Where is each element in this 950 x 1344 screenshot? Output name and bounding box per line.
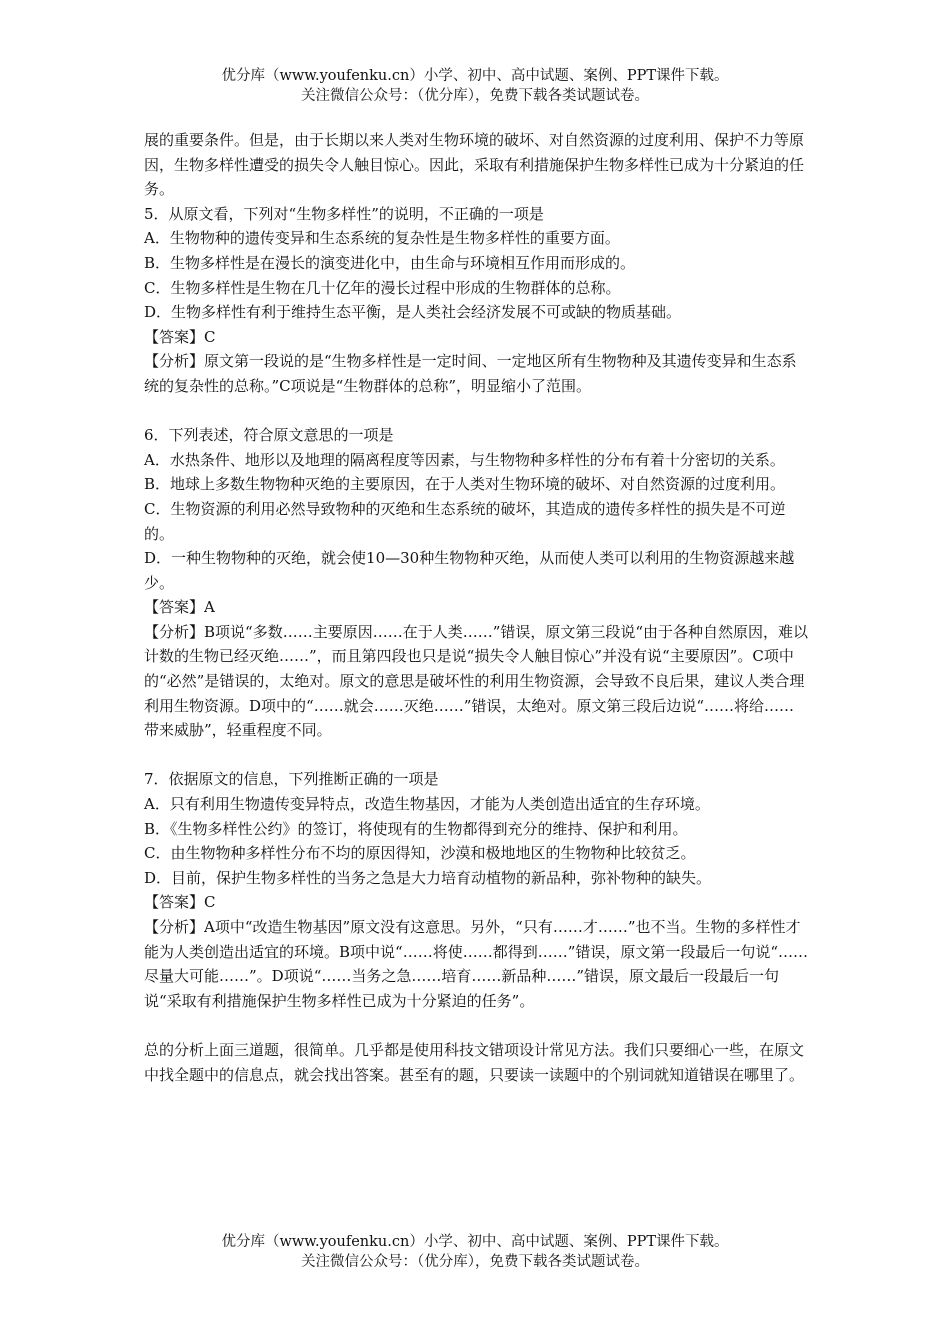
question-5 [144,202,809,399]
page-header [0,66,950,106]
spacer [144,743,809,768]
intro-paragraph: 展的重要条件。但是，由于长期以来人类对生物环境的破坏、对自然资源的过度利用、保护不力等原因，生物多样性遭受的损失令人触目惊心。因此，采取有利措施保护生物多样性已成为十分紧迫的任务。 [144,131,805,199]
footer-line-1: 优分库（www.youfenku.cn）小学、初中、高中试题、案例、PPT课件下载。 [221,1234,729,1250]
option-d: D．目前，保护生物多样性的当务之急是大力培育动植物的新品种，弥补物种的缺失。 [144,868,712,887]
spacer [144,1013,809,1038]
option-c: C．生物资源的利用必然导致物种的灭绝和生态系统的破坏，其造成的遗传多样性的损失是不可逆的。 [144,499,786,543]
spacer [144,399,809,424]
analysis: 【分析】A项中“改造生物基因”原文没有这意思。另外，“只有……才……”也不当。生物的多样性才能为人类创造出适宜的环境。B项中说“……将使……都得到……”错误，原文第一段最后一句说“……尽量大可能……”。D项说“……当务之急……培育……新品种……”错误，原文最后一段最后一句说“采取有利措施保护生物多样性已成为十分紧迫的任务”。 [144,918,809,1010]
question-stem: 5．从原文看，下列对“生物多样性”的说明，不正确的一项是 [144,204,544,223]
header-line-1: 优分库（www.youfenku.cn）小学、初中、高中试题、案例、PPT课件下载。 [221,68,729,84]
question-7 [144,767,809,1013]
option-b: B．《生物多样性公约》的签订，将使现有的生物都得到充分的维持、保护和利用。 [144,819,688,838]
answer: 【答案】C [144,893,216,912]
question-stem: 6．下列表述，符合原文意思的一项是 [144,426,394,445]
question-stem: 7．依据原文的信息，下列推断正确的一项是 [144,770,439,789]
option-b: B．生物多样性是在漫长的演变进化中，由生命与环境相互作用而形成的。 [144,253,636,272]
option-a: A．水热条件、地形以及地理的隔离程度等因素，与生物物种多样性的分布有着十分密切的关系。 [144,450,785,469]
question-6 [144,423,809,743]
option-c: C．由生物物种多样性分布不均的原因得知，沙漠和极地地区的生物物种比较贫乏。 [144,844,696,863]
option-d: D．生物多样性有利于维持生态平衡，是人类社会经济发展不可或缺的物质基础。 [144,303,682,322]
answer: 【答案】C [144,327,216,346]
option-c: C．生物多样性是生物在几十亿年的漫长过程中形成的生物群体的总称。 [144,278,621,297]
option-d: D．一种生物物种的灭绝，就会使10—30种生物物种灭绝，从而使人类可以利用的生物资源越来越少。 [144,549,795,592]
document-body [144,128,809,1087]
summary-paragraph: 总的分析上面三道题，很简单。几乎都是使用科技文错项设计常见方法。我们只要细心一些，在原文中找全题中的信息点，就会找出答案。甚至有的题，只要读一读题中的个别词就知道错误在哪里了。 [144,1040,805,1084]
analysis: 【分析】B项说“多数……主要原因……在于人类……”错误，原文第三段说“由于各种自然原因，难以计数的生物已经灭绝……”，而且第四段也只是说“损失令人触目惊心”并没有说“主要原因”。C项中的“必然”是错误的，太绝对。原文的意思是破坏性的利用生物资源，会导致不良后果，建议人类合理利用生物资源。D项中的“……就会……灭绝……”错误，太绝对。原文第三段后边说“……将给……带来威胁”，轻重程度不同。 [144,622,809,740]
page-footer [0,1232,950,1272]
option-a: A．生物物种的遗传变异和生态系统的复杂性是生物多样性的重要方面。 [144,229,620,248]
answer: 【答案】A [144,598,215,617]
analysis: 【分析】原文第一段说的是“生物多样性是一定时间、一定地区所有生物物种及其遗传变异和生态系统的复杂性的总称。”C项说是“生物群体的总称”，明显缩小了范围。 [144,352,797,395]
header-line-2: 关注微信公众号：（优分库），免费下载各类试题试卷。 [301,88,649,104]
footer-line-2: 关注微信公众号：（优分库），免费下载各类试题试卷。 [301,1254,649,1270]
option-b: B．地球上多数生物物种灭绝的主要原因，在于人类对生物环境的破坏、对自然资源的过度利用。 [144,475,786,494]
option-a: A．只有利用生物遗传变异特点，改造生物基因，才能为人类创造出适宜的生存环境。 [144,795,710,814]
